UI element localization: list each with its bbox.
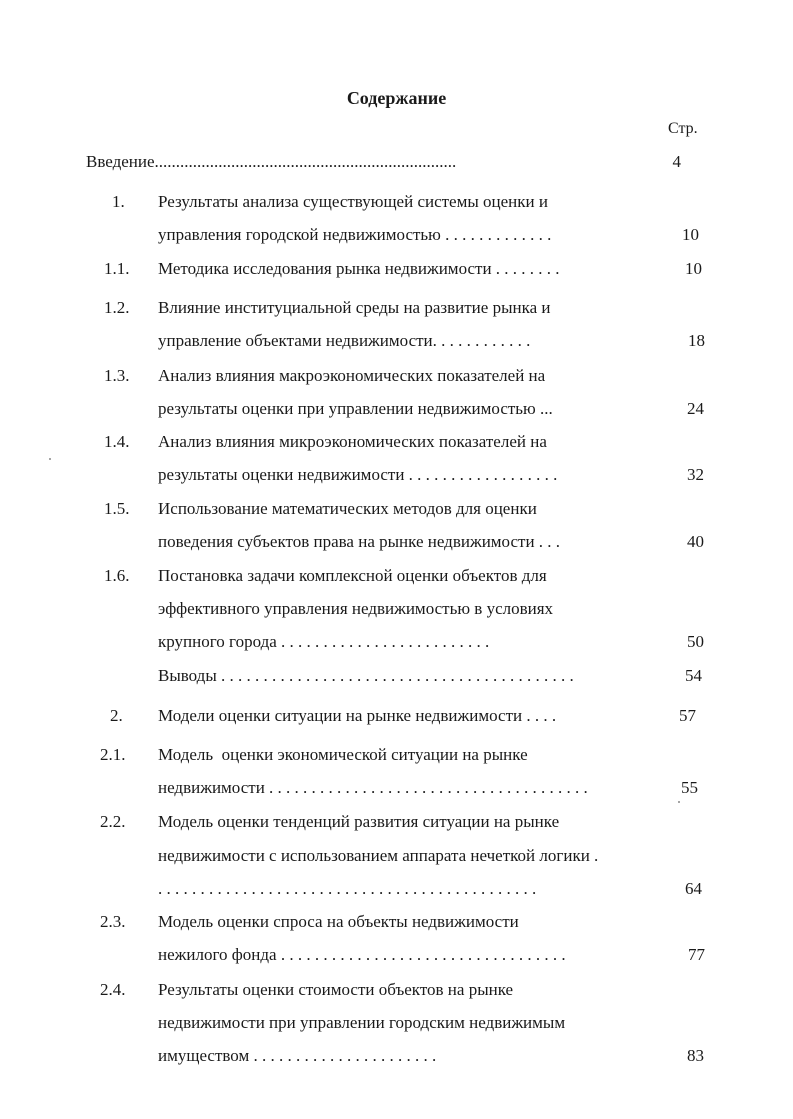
entry-line: Методика исследования рынка недвижимости . . . . . . . . [158,259,560,278]
entry-line: недвижимости при управлении городским недвижимым [158,1013,566,1032]
entry-line: нежилого фонда . . . . . . . . . . . . . . . . . . . . . . . . . . . . . . . . . . [158,945,566,964]
entry-page: 24 [687,399,704,418]
entry-line: поведения субъектов права на рынке недвижимости . . . [158,532,561,551]
entry-line: Выводы . . . . . . . . . . . . . . . . . . . . . . . . . . . . . . . . . . . . . . . . . . [158,666,574,685]
entry-line: управление объектами недвижимости. . . . . . . . . . . . [158,331,531,350]
entry-number: 2.3. [100,912,126,931]
entry-line: недвижимости . . . . . . . . . . . . . . . . . . . . . . . . . . . . . . . . . . . . . . [158,778,588,797]
page-column-header: Стр. [668,120,698,137]
entry-number: 1.3. [104,366,130,385]
entry-page: 77 [688,945,705,964]
entry-line: Постановка задачи комплексной оценки объектов для [158,566,547,585]
entry-page: 10 [682,225,699,244]
entry-number: 1.1. [104,259,130,278]
entry-page: 50 [687,632,704,651]
entry-line: Модель оценки экономической ситуации на рынке [158,745,528,764]
entry-line: Анализ влияния макроэкономических показателей на [158,366,546,385]
entry-line: результаты оценки недвижимости . . . . . . . . . . . . . . . . . . [158,465,558,484]
entry-page: 18 [688,331,705,350]
entry-page: 40 [687,532,704,551]
entry-line: . . . . . . . . . . . . . . . . . . . . . . . . . . . . . . . . . . . . . . . . . . . . . [158,879,537,898]
entry-number: 2.2. [100,812,126,831]
entry-line: Результаты анализа существующей системы оценки и [158,192,548,211]
entry-page: 55 [681,778,698,797]
scan-speck [678,801,680,803]
entry-line: Модель оценки спроса на объекты недвижимости [158,912,519,931]
entry-number: 1. [112,192,125,211]
entry-page: 54 [685,666,702,685]
entry-number: 2.1. [100,745,126,764]
entry-line: Результаты оценки стоимости объектов на рынке [158,980,514,999]
entry-page: 83 [687,1046,704,1065]
entry-number: 1.6. [104,566,130,585]
entry-number: 1.4. [104,432,130,451]
intro-page: 4 [672,152,681,171]
entry-line: эффективного управления недвижимостью в условиях [158,599,554,618]
entry-page: 32 [687,465,704,484]
entry-line: имуществом . . . . . . . . . . . . . . . . . . . . . . [158,1046,437,1065]
entry-line: Использование математических методов для оценки [158,499,537,518]
scan-speck [49,458,51,460]
entry-line: Влияние институциальной среды на развитие рынка и [158,298,551,317]
entry-line: результаты оценки при управлении недвижимостью ... [158,399,553,418]
entry-page: 57 [679,706,696,725]
page-title: Содержание [346,88,447,108]
entry-line: управления городской недвижимостью . . . . . . . . . . . . . [158,225,552,244]
entry-line: недвижимости с использованием аппарата нечеткой логики . [158,846,599,865]
entry-page: 64 [685,879,702,898]
intro-text: Введение....................................................................... [86,152,457,171]
entry-line: Модель оценки тенденций развития ситуации на рынке [158,812,560,831]
entry-number: 2.4. [100,980,126,999]
entry-number: 1.2. [104,298,130,317]
entry-line: Анализ влияния микроэкономических показателей на [158,432,547,451]
entry-line: крупного города . . . . . . . . . . . . . . . . . . . . . . . . . [158,632,490,651]
entry-page: 10 [685,259,702,278]
entry-line: Модели оценки ситуации на рынке недвижимости . . . . [158,706,557,725]
entry-number: 1.5. [104,499,130,518]
entry-number: 2. [110,706,123,725]
